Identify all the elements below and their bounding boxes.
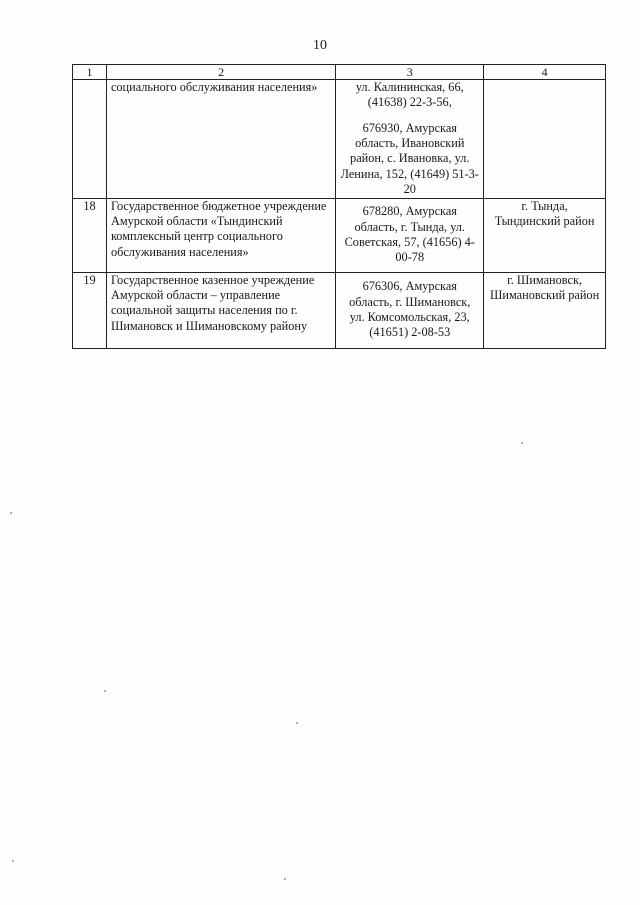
address-part: 678280, Амурская область, г. Тында, ул. Советская, 57, (41656) 4-00-78 (344, 204, 475, 265)
column-header-2: 2 (106, 65, 335, 80)
table-header-row (73, 65, 606, 80)
table-row (73, 198, 606, 272)
column-header-4: 4 (484, 65, 606, 80)
address-part: ул. Калининская, 66, (41638) 22-3-56, (355, 80, 464, 110)
institutions-table (72, 64, 606, 349)
institution-name: Государственное бюджетное учреждение Амурской области «Тындинский комплексный центр социального обслуживания населения» (106, 198, 335, 272)
scan-speck (284, 878, 286, 880)
row-number: 18 (73, 198, 107, 272)
scan-speck (12, 860, 14, 862)
table-row (73, 272, 606, 348)
institution-address (336, 272, 484, 348)
address-part: 676930, Амурская область, Ивановский район, с. Ивановка, ул. Ленина, 152, (41649) 51-3-20 (340, 120, 479, 197)
service-area: г. Тында, Тындинский район (484, 198, 606, 272)
institution-name: Государственное казенное учреждение Амурской области – управление социальной защиты населения по г. Шимановск и Шимановскому району (106, 272, 335, 348)
table-row (73, 80, 606, 199)
institution-address (336, 198, 484, 272)
address-part: 676306, Амурская область, г. Шимановск, ул. Комсомольская, 23, (41651) 2-08-53 (349, 279, 471, 340)
row-number (73, 80, 107, 199)
column-header-3: 3 (336, 65, 484, 80)
institution-name: социального обслуживания населения» (106, 80, 335, 199)
scan-speck (10, 512, 12, 514)
scan-speck (296, 722, 298, 724)
column-header-1: 1 (73, 65, 107, 80)
scan-speck (104, 690, 106, 692)
page-number: 10 (313, 38, 327, 53)
institution-address (336, 80, 484, 199)
service-area: г. Шимановск, Шимановский район (484, 272, 606, 348)
scan-speck (521, 442, 523, 444)
row-number: 19 (73, 272, 107, 348)
service-area (484, 80, 606, 199)
